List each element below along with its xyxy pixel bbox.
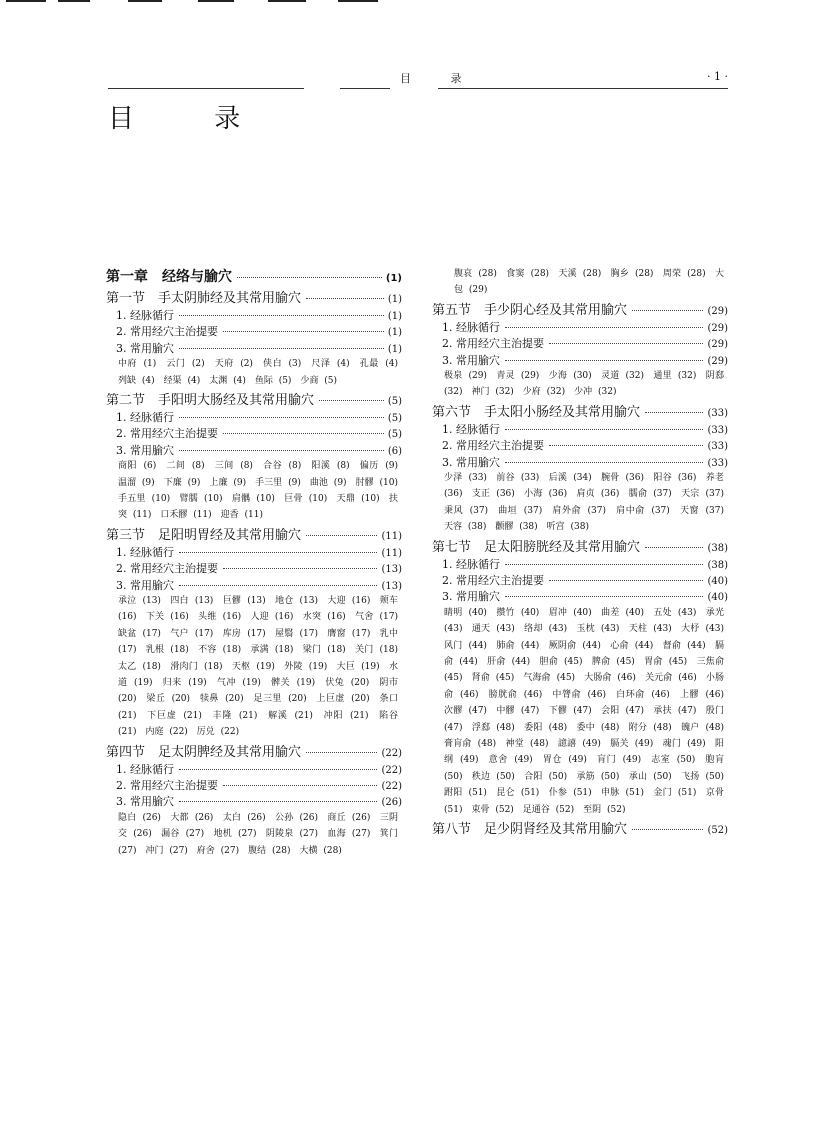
item-title: 1. 经脉循行 [116,309,174,322]
item-page: (40) [707,575,728,587]
item-title: 1. 经脉循行 [116,762,174,776]
leader-dots [179,801,377,802]
toc-item[interactable] [106,793,402,809]
item-page: (38) [707,559,728,571]
item-page: (26) [381,797,402,809]
section-title: 第六节 手太阳小肠经及其常用腧穴 [432,404,641,420]
acupoint-list: 睛明 (40) 攒竹 (40) 眉冲 (40) 曲差 (40) 五处 (43) 承光 (43) 通天 (43) 络却 (43) 玉枕 (43) 天柱 (43) 大杼 (43) 风门 (44) 肺俞 (44) 厥阴俞 (44) 心俞 (44) 督俞 (44) 膈俞 (44) 肝俞 (44) 胆俞 (45) 脾俞 (45) 胃俞 (45) 三焦俞 (45) 肾俞 (45) 气海俞 (45) 大肠俞 (46) 关元俞 (46) 小肠俞 (46) 膀胱俞 (46) 中膂俞 (46) 白环俞 (46) 上髎 (46) 次髎 (47) 中髎 (47) 下髎 (47) 会阳 (47) 承扶 (47) 殷门 (47) 浮郄 (48) 委阳 (48) 委中 (48) 附分 (48) 魄户 (48) 膏肓俞 (48) 神堂 (48) 譩譆 (49) 膈关 (49) 魂门 (49) 阳纲 (49) 意舍 (49) 胃仓 (49) 肓门 (49) 志室 (50) 胞肓 (50) 秩边 (50) 合阳 (50) 承筋 (50) 承山 (50) 飞扬 (50) 跗阳 (51) 昆仑 (51) 仆参 (51) 申脉 (51) 金门 (51) 京骨 (51) 束骨 (52) 足通谷 (52) 至阴 (52) [444,607,734,815]
toc-section[interactable] [106,741,402,761]
section-page: (29) [707,305,728,317]
leader-dots [223,785,377,786]
section-title: 第八节 足少阴肾经及其常用腧穴 [432,822,628,838]
header-rule-right [438,88,728,89]
item-title: 3. 常用腧穴 [442,455,500,469]
toc-item[interactable] [432,352,728,368]
acupoint-list: 中府 (1) 云门 (2) 天府 (2) 侠白 (3) 尺泽 (4) 孔最 (4) 列缺 (4) 经渠 (4) 太渊 (4) 鱼际 (5) 少商 (5) [118,359,408,386]
leader-dots [549,580,703,581]
toc-left-column [106,266,408,859]
item-title: 3. 常用腧穴 [116,443,174,457]
item-page: (1) [387,311,402,322]
toc-item[interactable] [106,323,402,339]
item-title: 1. 经脉循行 [116,545,174,559]
item-title: 2. 常用经穴主治提要 [116,779,218,792]
section-title: 第一节 手太阴肺经及其常用腧穴 [106,291,302,306]
section-title: 第二节 手阳明大肠经及其常用腧穴 [106,392,315,408]
toc-item[interactable] [106,409,402,425]
section-page: (5) [387,395,402,407]
section-page: (33) [707,407,728,419]
item-title: 1. 经脉循行 [442,422,500,436]
leader-dots [505,360,703,361]
toc-section[interactable] [432,401,728,421]
toc-item[interactable] [432,556,728,572]
leader-dots [179,450,384,451]
toc-item[interactable] [106,777,402,793]
toc-section[interactable] [432,536,728,556]
toc-item[interactable] [432,319,728,335]
toc-item[interactable] [106,425,402,441]
running-header [108,62,728,92]
toc-item[interactable] [432,421,728,437]
item-page: (1) [387,327,402,339]
item-page: (6) [387,445,402,457]
item-page: (33) [707,424,728,436]
leader-dots [306,535,377,536]
acupoint-list: 少泽 (33) 前谷 (33) 后溪 (34) 腕骨 (36) 阳谷 (36) 养老 (36) 支正 (36) 小海 (36) 肩贞 (36) 臑俞 (37) 天宗 (37) 秉风 (37) 曲垣 (37) 肩外俞 (37) 肩中俞 (37) 天窗 (37) 天容 (38) 颧髎 (38) 听宫 (38) [444,472,734,533]
leader-dots [223,331,384,332]
item-page: (13) [381,580,402,592]
toc-item[interactable] [432,437,728,453]
section-title: 第三节 足阳明胃经及其常用腧穴 [106,527,302,543]
header-rule-mid [340,88,390,89]
item-title: 2. 常用经穴主治提要 [116,427,218,441]
item-page: (29) [707,322,728,334]
toc-item[interactable] [106,307,402,323]
section-page: (22) [381,747,402,759]
leader-dots [179,552,377,553]
item-title: 3. 常用腧穴 [116,578,174,592]
leader-dots [223,433,384,434]
leader-dots [319,400,384,401]
leader-dots [306,298,384,299]
leader-dots [179,417,384,418]
leader-dots [549,445,703,446]
item-page: (33) [707,441,728,453]
item-page: (1) [387,343,402,355]
item-title: 2. 常用经穴主治提要 [442,337,544,351]
toc-item[interactable] [106,761,402,777]
item-title: 3. 常用腧穴 [116,341,174,355]
item-title: 3. 常用腧穴 [116,795,174,809]
item-page: (11) [381,547,402,559]
leader-dots [179,769,377,770]
toc-item[interactable] [432,572,728,588]
toc-section[interactable] [432,818,728,838]
toc-right-column [432,266,734,838]
header-rule-left [108,88,304,89]
item-page: (5) [387,412,402,424]
item-title: 2. 常用经穴主治提要 [116,325,218,339]
toc-section[interactable] [106,287,402,307]
toc-section[interactable] [106,389,402,409]
item-title: 2. 常用经穴主治提要 [116,562,218,576]
leader-dots [505,596,703,597]
leader-dots [549,343,703,344]
acupoint-list: 极泉 (29) 青灵 (29) 少海 (30) 灵道 (32) 通里 (32) 阴郄 (32) 神门 (32) 少府 (32) 少冲 (32) [444,370,724,398]
leader-dots [179,585,377,586]
leader-dots [237,277,382,278]
scan-top-marks [0,0,817,6]
item-page: (13) [381,564,402,576]
leader-dots [632,829,703,830]
item-title: 1. 经脉循行 [116,410,174,424]
item-title: 2. 常用经穴主治提要 [442,439,544,453]
acupoint-list: 隐白 (26) 大都 (26) 太白 (26) 公孙 (26) 商丘 (26) 三阴交 (26) 漏谷 (27) 地机 (27) 阴陵泉 (27) 血海 (27) 箕门 (27) 冲门 (27) 府舍 (27) 腹结 (28) 大横 (28) [118,812,398,856]
section-page: (1) [387,294,402,305]
header-page-number: · 1 · [707,70,728,83]
toc-section[interactable] [432,299,728,319]
item-page: (5) [387,429,402,441]
item-page: (22) [381,764,402,776]
section-page: (38) [707,542,728,554]
item-page: (29) [707,339,728,351]
toc-item[interactable] [106,442,402,458]
section-page: (11) [381,530,402,542]
item-page: (29) [707,355,728,367]
leader-dots [179,348,384,349]
toc-section[interactable] [106,524,402,544]
item-title: 1. 经脉循行 [442,557,500,571]
page-title: 目 录 [108,104,277,134]
toc-item[interactable] [432,335,728,351]
leader-dots [505,564,703,565]
toc-item[interactable] [106,544,402,560]
chapter-page: (1) [385,273,402,284]
leader-dots [632,310,703,311]
toc-item[interactable] [432,588,728,604]
leader-dots [505,429,703,430]
leader-dots [223,568,377,569]
item-title: 2. 常用经穴主治提要 [442,573,544,587]
chapter-title: 第一章 经络与腧穴 [106,269,232,285]
item-page: (40) [707,592,728,604]
acupoint-list: 商阳 (6) 二间 (8) 三间 (8) 合谷 (8) 阳溪 (8) 偏历 (9) 温溜 (9) 下廉 (9) 上廉 (9) 手三里 (9) 曲池 (9) 肘髎 (10) 手五里 (10) 臂臑 (10) 肩髃 (10) 巨骨 (10) 天鼎 (10) 扶突 (11) 口禾髎 (11) 迎香 (11) [118,461,408,521]
section-title: 第五节 手少阴心经及其常用腧穴 [432,302,628,318]
toc-chapter[interactable] [106,266,402,287]
item-title: 1. 经脉循行 [442,320,500,334]
item-title: 3. 常用腧穴 [442,353,500,367]
leader-dots [306,752,377,753]
acupoint-list: 承泣 (13) 四白 (13) 巨髎 (13) 地仓 (13) 大迎 (16) 颊车 (16) 下关 (16) 头维 (16) 人迎 (16) 水突 (16) 气舍 (17) 缺盆 (17) 气户 (17) 库房 (17) 屋翳 (17) 膺窗 (17) 乳中 (17) 乳根 (18) 不容 (18) 承满 (18) 梁门 (18) 关门 (18) 太乙 (18) 滑肉门 (18) 天枢 (19) 外陵 (19) 大巨 (19) 水道 (19) 归来 (19) 气冲 (19) 髀关 (19) 伏兔 (20) 阴市 (20) 梁丘 (20) 犊鼻 (20) 足三里 (20) 上巨虚 (20) 条口 (21) 下巨虚 (21) 丰隆 (21) 解溪 (21) 冲阳 (21) 陷谷 (21) 内庭 (22) 厉兑 (22) [118,595,408,738]
header-title: 目 录 [400,72,480,85]
item-title: 3. 常用腧穴 [442,590,500,604]
leader-dots [505,327,703,328]
acupoint-list-continued: 腹哀 (28) 食窦 (28) 天溪 (28) 胸乡 (28) 周荣 (28) 大包 (29) [454,269,724,296]
section-page: (52) [707,825,728,837]
leader-dots [645,412,703,413]
leader-dots [645,547,703,548]
toc-item[interactable] [106,560,402,576]
section-title: 第七节 足太阳膀胱经及其常用腧穴 [432,539,641,555]
leader-dots [179,315,384,316]
toc-item[interactable] [432,454,728,470]
section-title: 第四节 足太阴脾经及其常用腧穴 [106,744,302,760]
toc-item[interactable] [106,577,402,593]
leader-dots [505,462,703,463]
item-page: (33) [707,457,728,469]
toc-item[interactable] [106,340,402,356]
item-page: (22) [381,781,402,792]
